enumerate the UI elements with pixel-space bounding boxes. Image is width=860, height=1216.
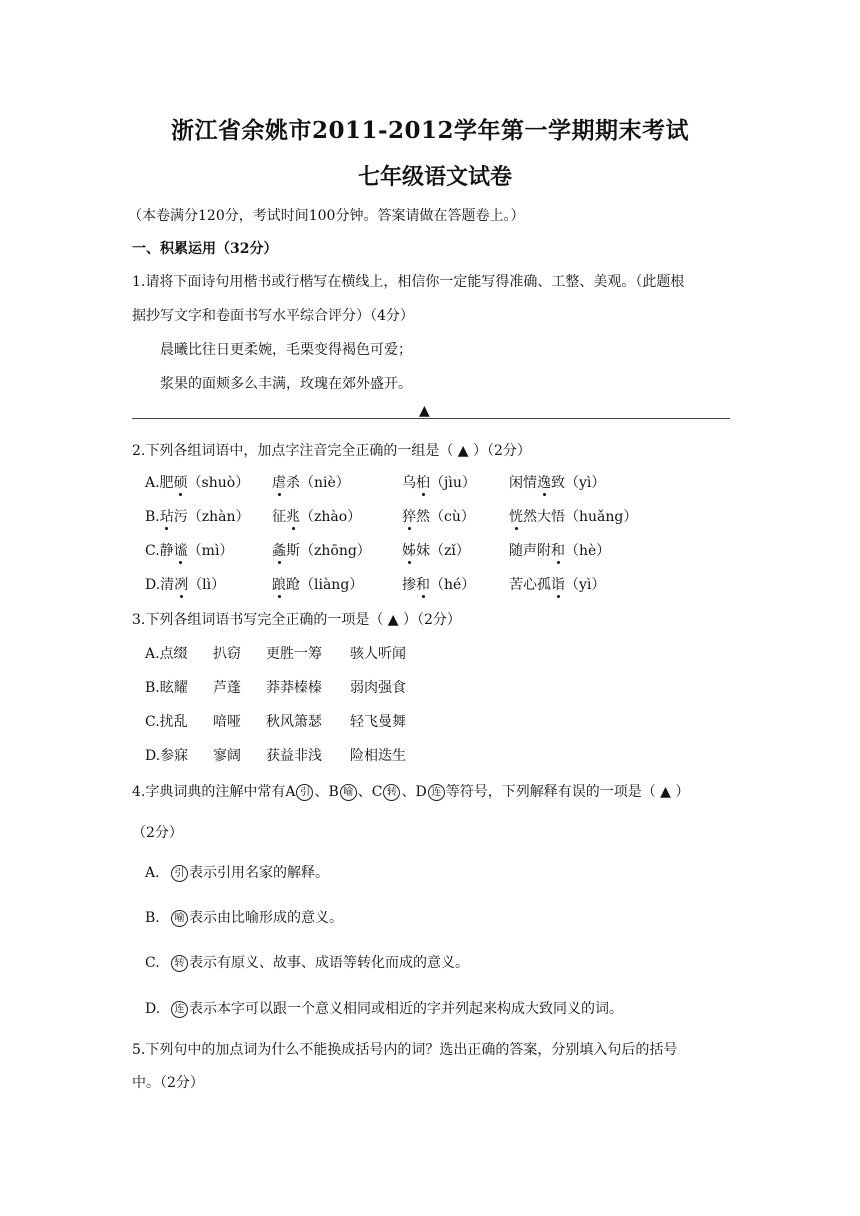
q4-sep3: 、D <box>401 784 427 800</box>
q1-poem-line1: 晨曦比往日更柔婉，毛栗变得褐色可爱； <box>160 342 412 358</box>
q2-option-cell <box>145 574 225 594</box>
q5-stem-line2: 中。（2分） <box>132 1075 204 1091</box>
q2-dotted-char: 逸 <box>537 472 551 492</box>
q2-cell-text-before: D.清 <box>145 577 175 593</box>
q2-cell-text-after: 然大悟（huǎng） <box>523 509 638 525</box>
q2-cell-text-after: 跄（liàng） <box>286 577 364 593</box>
q4-score: （2分） <box>132 825 183 841</box>
q4-stem <box>132 781 689 801</box>
q2-dotted-char: 兆 <box>286 506 300 526</box>
q4-sep2: 、C <box>357 784 383 800</box>
q2-cell-text-before: 随声附 <box>509 543 551 559</box>
q4-option <box>145 907 343 927</box>
q3-option-word: 获益非浅 <box>266 748 322 764</box>
q2-dotted-char: 螽 <box>272 540 286 560</box>
q3-option-word: 骇人听闻 <box>350 646 406 662</box>
yu-symbol-icon: 喻 <box>340 784 357 801</box>
q2-dotted-char: 恍 <box>509 506 523 526</box>
q2-option-cell <box>145 472 249 492</box>
q2-cell-text-after: （hè） <box>565 543 611 559</box>
q3-option-word: 扒窃 <box>213 646 241 662</box>
q3-option-word: C.扰乱 <box>145 714 188 730</box>
q2-option-cell <box>272 540 371 560</box>
q2-cell-text-after: （yì） <box>565 577 606 593</box>
q2-option-cell <box>272 506 361 526</box>
q2-option-cell <box>402 540 470 560</box>
q4-option <box>145 862 329 882</box>
q4-option-text: 表示有原义、故事、成语等转化而成的意义。 <box>189 955 469 971</box>
q2-dotted-char: 虐 <box>272 472 286 492</box>
q2-dotted-char: 猝 <box>402 506 416 526</box>
q3-option-word: 寥阔 <box>213 748 241 764</box>
q4-option-letter: B. <box>145 910 160 926</box>
q2-cell-text-before: 闲情 <box>509 475 537 491</box>
q4-option-text: 表示引用名家的解释。 <box>189 865 329 881</box>
q2-dotted-char: 冽 <box>174 574 188 594</box>
q2-cell-text-before: 掺 <box>402 577 416 593</box>
exam-note: （本卷满分120分，考试时间100分钟。答案请做在答题卷上。） <box>128 208 525 224</box>
q2-option-cell <box>402 574 475 594</box>
answer-line <box>132 418 730 419</box>
q2-cell-text-after: 杀（niè） <box>286 475 350 491</box>
q2-option-cell <box>509 574 605 594</box>
q2-dotted-char: 和 <box>551 540 565 560</box>
q3-option-word: 喑哑 <box>213 714 241 730</box>
q2-cell-text-before: A.肥 <box>145 475 174 491</box>
q2-cell-text-before: 乌 <box>402 475 416 491</box>
q1-stem-line1: 1.请将下面诗句用楷书或行楷写在横线上，相信你一定能写得准确、工整、美观。（此题根 <box>132 274 685 290</box>
q2-cell-text-after: 妹（zǐ） <box>416 543 470 559</box>
answer-mark-icon: ▲ <box>419 403 430 419</box>
exam-title: 浙江省余姚市2011-2012学年第一学期期末考试 <box>170 117 690 144</box>
q4-option <box>145 998 623 1018</box>
q2-stem: 2.下列各组词语中，加点字注音完全正确的一组是（ ▲ ）（2分） <box>132 443 531 459</box>
dictionary-symbol-icon: 转 <box>171 955 188 972</box>
q2-cell-text-after: （jìu） <box>430 475 476 491</box>
q3-option-word: 轻飞曼舞 <box>350 714 406 730</box>
q3-option-word: D.参寐 <box>145 748 189 764</box>
q2-dotted-char: 玷 <box>160 506 174 526</box>
q3-option-word: A.点缀 <box>145 646 188 662</box>
q2-cell-text-after: （zhào） <box>300 509 362 525</box>
q2-cell-text-after: 污（zhàn） <box>173 509 250 525</box>
q2-option-cell <box>402 506 475 526</box>
q4-option-letter: C. <box>145 955 160 971</box>
q2-option-cell <box>145 506 250 526</box>
q2-dotted-char: 姊 <box>402 540 416 560</box>
q2-option-cell <box>272 574 363 594</box>
q3-option-word: 芦蓬 <box>213 680 241 696</box>
q2-cell-text-after: 斯（zhōng） <box>286 543 371 559</box>
q3-stem: 3.下列各组词语书写完全正确的一项是（ ▲ ）（2分） <box>132 612 461 628</box>
q2-cell-text-before: 征 <box>272 509 286 525</box>
q2-dotted-char: 硕 <box>174 472 188 492</box>
q5-stem-line1: 5.下列句中的加点词为什么不能换成括号内的词？选出正确的答案，分别填入句后的括号 <box>132 1042 678 1058</box>
q4-option-text: 表示由比喻形成的意义。 <box>189 910 343 926</box>
yin-symbol-icon: 引 <box>296 784 313 801</box>
section-heading: 一、积累运用（32分） <box>132 241 278 257</box>
q4-option-letter: D. <box>145 1001 161 1017</box>
q2-option-cell <box>509 540 610 560</box>
q2-cell-text-after: （shuò） <box>187 475 250 491</box>
q1-poem-line2: 浆果的面颊多么丰满，玫瑰在郊外盛开。 <box>160 376 412 392</box>
q2-dotted-char: 踉 <box>272 574 286 594</box>
q4-stem-text-b: 等符号，下列解释有误的一项是（ ▲ ） <box>445 784 690 800</box>
q4-option <box>145 952 469 972</box>
q2-dotted-char: 桕 <box>416 472 430 492</box>
q1-stem-line2: 据抄写文字和卷面书写水平综合评分）（4分） <box>132 308 414 324</box>
dictionary-symbol-icon: 连 <box>171 1001 188 1018</box>
q3-option-word: 秋风箫瑟 <box>266 714 322 730</box>
dictionary-symbol-icon: 喻 <box>171 910 188 927</box>
q3-option-word: B.眩耀 <box>145 680 188 696</box>
q2-cell-text-before: B. <box>145 509 160 525</box>
q2-cell-text-before: 苦心孤 <box>509 577 551 593</box>
lian-symbol-icon: 连 <box>428 784 445 801</box>
dictionary-symbol-icon: 引 <box>171 865 188 882</box>
q2-dotted-char: 诣 <box>551 574 565 594</box>
q2-cell-text-after: （lì） <box>188 577 226 593</box>
q2-option-cell <box>145 540 233 560</box>
q2-cell-text-after: （mì） <box>187 543 234 559</box>
q2-option-cell <box>509 506 637 526</box>
q2-option-cell <box>402 472 476 492</box>
q3-option-word: 更胜一筹 <box>266 646 322 662</box>
q2-option-cell <box>509 472 605 492</box>
q4-sep1: 、B <box>314 784 339 800</box>
q2-cell-text-after: 然（cù） <box>416 509 475 525</box>
q4-option-letter: A. <box>145 865 160 881</box>
q2-cell-text-after: （hé） <box>430 577 476 593</box>
zhuan-symbol-icon: 转 <box>383 784 400 801</box>
q2-cell-text-before: C.静 <box>145 543 174 559</box>
q3-option-word: 弱肉强食 <box>350 680 406 696</box>
q2-dotted-char: 和 <box>416 574 430 594</box>
q4-option-text: 表示本字可以跟一个意义相同或相近的字并列起来构成大致同义的词。 <box>189 1001 623 1017</box>
q3-option-word: 莽莽榛榛 <box>266 680 322 696</box>
exam-subtitle: 七年级语文试卷 <box>357 164 512 190</box>
q2-option-cell <box>272 472 350 492</box>
q4-stem-text-a: 4.字典词典的注解中常有A <box>132 784 296 800</box>
q3-option-word: 险相迭生 <box>350 748 406 764</box>
q2-dotted-char: 谧 <box>174 540 188 560</box>
q2-cell-text-after: 致（yì） <box>551 475 606 491</box>
